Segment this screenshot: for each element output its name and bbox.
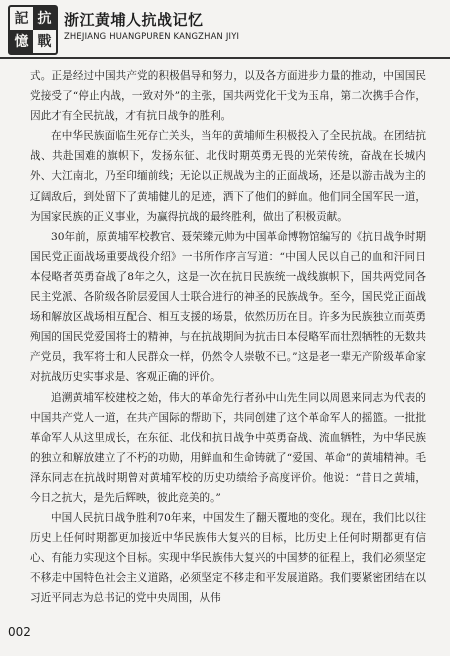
body-text <box>30 66 426 609</box>
book-title-pinyin: ZHEJIANG HUANGPUREN KANGZHAN JIYI <box>64 31 240 41</box>
logo-char: 戰 <box>37 33 52 50</box>
logo-char: 記 <box>14 10 29 27</box>
header-divider <box>0 57 450 59</box>
book-title: 浙江黄埔人抗战记忆 <box>64 11 204 29</box>
paragraph: 式。正是经过中国共产党的积极倡导和努力，以及各方面进步力量的推动，中国国民党接受了“停止内战，一致对外”的主张，国共两党化干戈为玉帛，第二次携手合作，因此才有全民抗战，才有抗日战争的胜利。 <box>30 70 426 123</box>
logo-char: 憶 <box>10 30 33 53</box>
book-logo-seal <box>8 5 58 55</box>
logo-char: 抗 <box>33 7 56 30</box>
page-number: 002 <box>8 625 31 639</box>
paragraph: 中国人民抗日战争胜利70年来，中国发生了翻天覆地的变化。现在，我们比以往历史上任何时期都更加接近中华民族伟大复兴的目标，比历史上任何时期都更有信心、有能力实现这个目标。实现中华民族伟大复兴的中国梦的征程上，我们必须坚定不移走中国特色社会主义道路，必须坚定不移走和平发展道路。我们要紧密团结在以习近平同志为总书记的党中央周围，从伟 <box>30 512 426 605</box>
paragraph: 30年前，原黄埔军校教官、聂荣臻元帅为中国革命博物馆编写的《抗日战争时期国民党正面战场重要战役介绍》一书所作序言写道：“中国人民以自己的血和汗同日本侵略者英勇奋战了8年之久，这是一次在抗日民族统一战线旗帜下，国共两党同各民主党派、各阶级各阶层爱国人士联合进行的神圣的民族战争。至今，国民党正面战场和解放区战场相互配合、相互支援的场景，依然历历在目。许多为民族独立而英勇殉国的国民党爱国将士的精神，与在抗战期间为抗击日本侵略军而壮烈牺牲的无数共产党员，我军将士和人民群众一样，仍然令人崇敬不已。”这是老一辈无产阶级革命家对抗战历史实事求是、客观正确的评价。 <box>30 230 426 384</box>
paragraph: 在中华民族面临生死存亡关头，当年的黄埔师生积极投入了全民抗战。在团结抗战、共赴国难的旗帜下，发扬东征、北伐时期英勇无畏的光荣传统，奋战在长城内外、大江南北，乃至印缅前线；无论以正规战为主的正面战场，还是以游击战为主的辽阔敌后，到处留下了黄埔健儿的足迹，洒下了他们的鲜血。他们同全国军民一道，为国家民族的正义事业，为赢得抗战的最终胜利，做出了积极贡献。 <box>30 130 426 223</box>
page-header <box>0 0 450 60</box>
paragraph: 追溯黄埔军校建校之始，伟大的革命先行者孙中山先生同以周恩来同志为代表的中国共产党人一道，在共产国际的帮助下，共同创建了这个革命军人的摇篮。一批批革命军人从这里成长，在东征、北伐和抗日战争中英勇奋战、流血牺牲，为中华民族的独立和解放建立了不朽的功勋，用鲜血和生命铸就了“爱国、革命”的黄埔精神。毛泽东同志在抗战时期曾对黄埔军校的历史功绩给予高度评价。他说：“昔日之黄埔，今日之抗大，是先后辉映，彼此竞美的。” <box>30 391 426 504</box>
